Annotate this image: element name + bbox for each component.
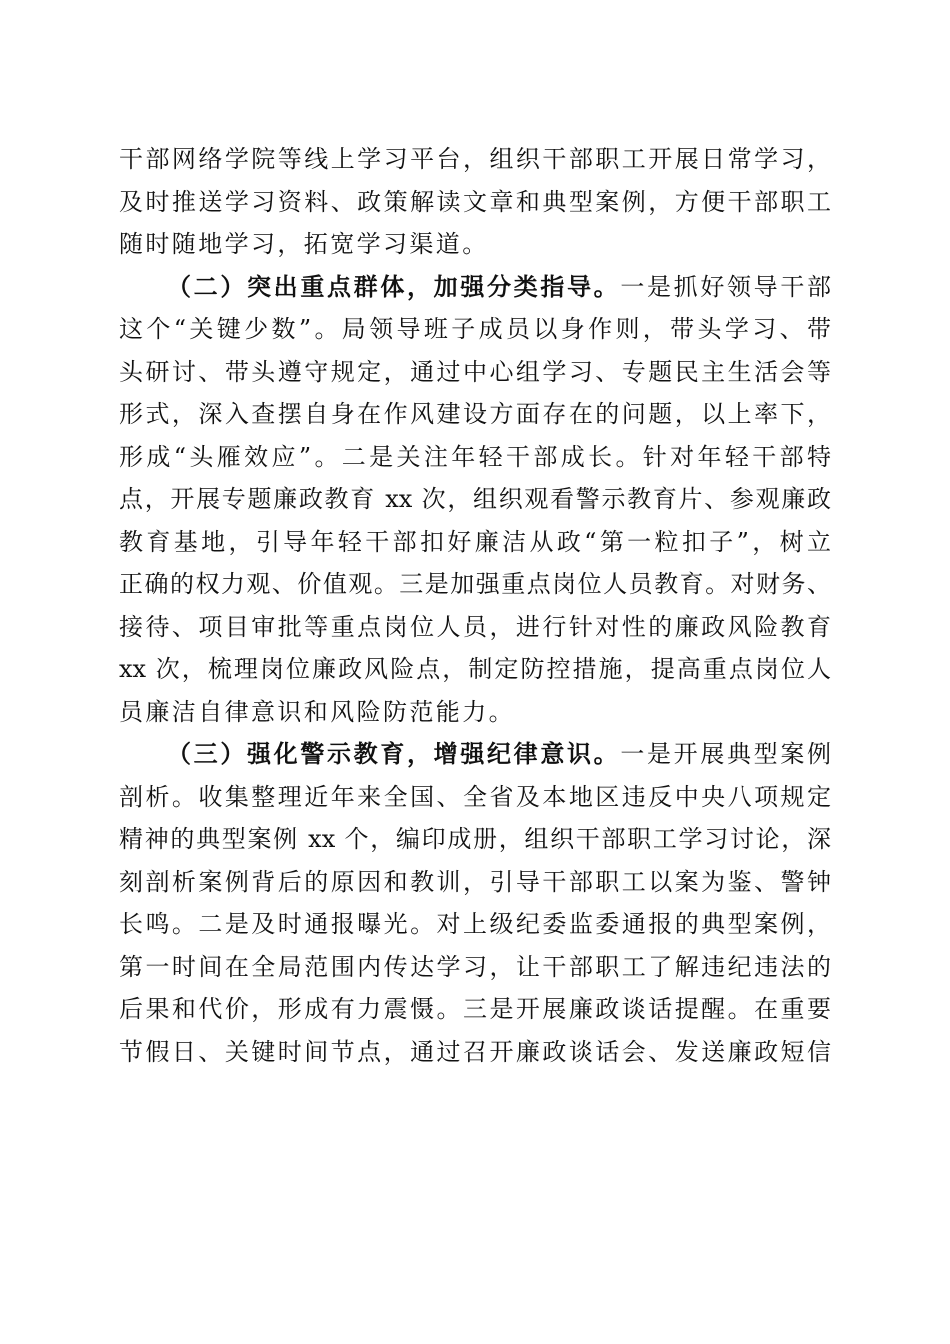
text-line: 正确的权力观、价值观。三是加强重点岗位人员教育。对财务、 (119, 570, 831, 598)
text-line: 点，开展专题廉政教育 xx 次，组织观看警示教育片、参观廉政 (119, 485, 831, 513)
text-line: 及时推送学习资料、政策解读文章和典型案例，方便干部职工 (119, 187, 831, 216)
paragraph-warning-education (119, 733, 831, 1073)
text-line: 长鸣。二是及时通报曝光。对上级纪委监委通报的典型案例， (119, 910, 831, 938)
text-line: 精神的典型案例 xx 个，编印成册，组织干部职工学习讨论，深 (119, 825, 831, 853)
text-line: 随时随地学习，拓宽学习渠道。 (119, 230, 489, 258)
text-line: 这个“关键少数”。局领导班子成员以身作则，带头学习、带 (119, 315, 831, 343)
section-heading-2: （二）突出重点群体，加强分类指导。 (167, 272, 621, 301)
text-line: 接待、项目审批等重点岗位人员，进行针对性的廉政风险教育 (119, 612, 831, 641)
text-line: 刻剖析案例背后的原因和教训，引导干部职工以案为鉴、警钟 (119, 867, 831, 896)
paragraph-key-groups (119, 266, 831, 734)
text-line: 节假日、关键时间节点，通过召开廉政谈话会、发送廉政短信 (119, 1037, 831, 1066)
text-line: 教育基地，引导年轻干部扣好廉洁从政“第一粒扣子”，树立 (119, 527, 831, 556)
text-line: 形成“头雁效应”。二是关注年轻干部成长。针对年轻干部特 (119, 442, 831, 471)
text-line: 第一时间在全局范围内传达学习，让干部职工了解违纪违法的 (119, 952, 831, 981)
text-span: 一是抓好领导干部 (620, 272, 832, 301)
text-line: 后果和代价，形成有力震慑。三是开展廉政谈话提醒。在重要 (119, 995, 831, 1023)
text-line (119, 266, 831, 309)
text-line: 剖析。收集整理近年来全国、全省及本地区违反中央八项规定 (119, 782, 831, 811)
text-line: xx 次，梳理岗位廉政风险点，制定防控措施，提高重点岗位人 (119, 655, 831, 683)
text-line: 形式，深入查摆自身在作风建设方面存在的问题，以上率下， (119, 400, 831, 428)
document-body (119, 138, 831, 1073)
text-line: 头研讨、带头遵守规定，通过中心组学习、专题民主生活会等 (119, 357, 831, 386)
paragraph-learning-platforms (119, 138, 831, 266)
text-line: 员廉洁自律意识和风险防范能力。 (119, 697, 515, 726)
text-line (119, 733, 831, 776)
text-line: 干部网络学院等线上学习平台，组织干部职工开展日常学习， (119, 145, 831, 173)
section-heading-3: （三）强化警示教育，增强纪律意识。 (167, 740, 621, 768)
text-span: 一是开展典型案例 (620, 740, 832, 768)
